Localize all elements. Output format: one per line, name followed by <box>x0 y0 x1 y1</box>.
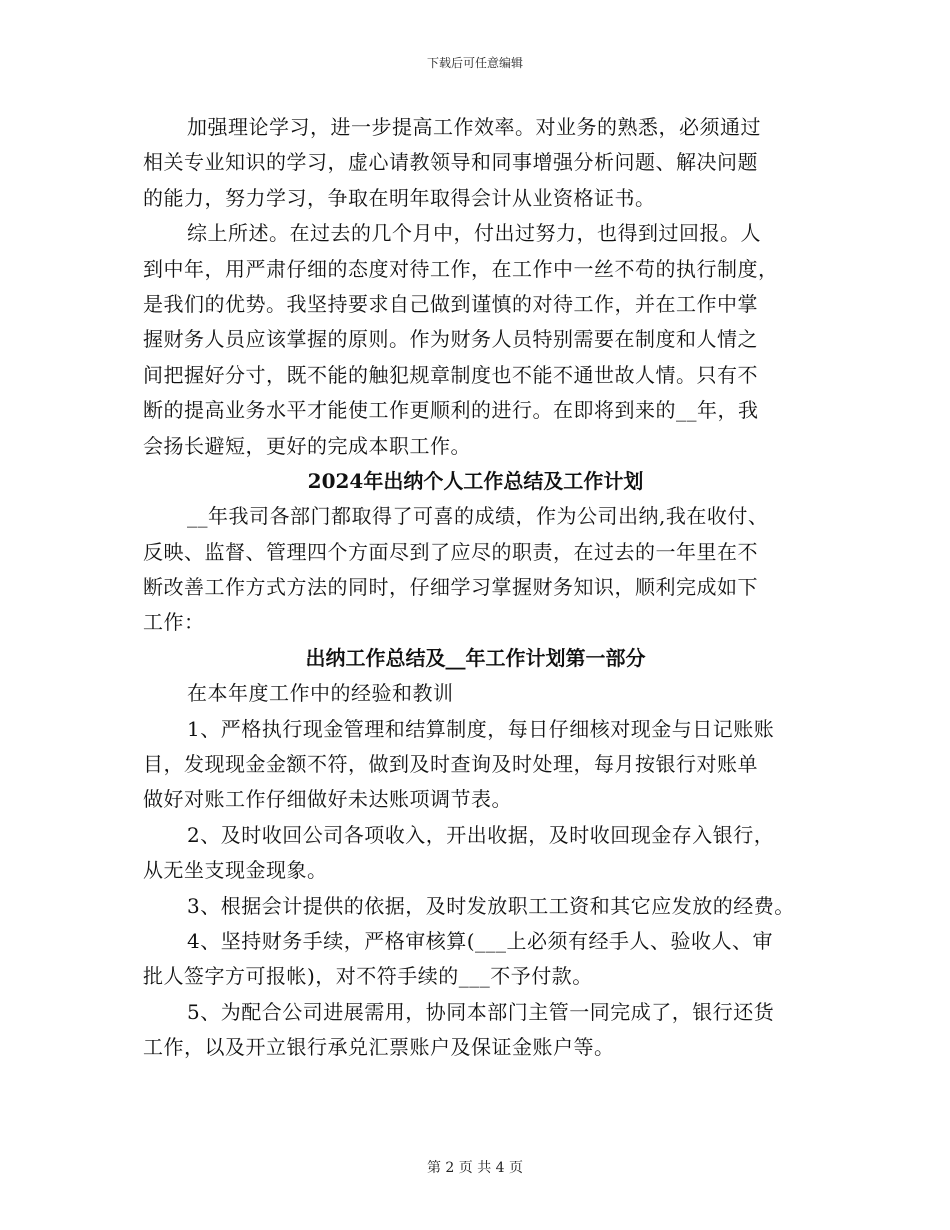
paragraph-line: 会扬长避短，更好的完成本职工作。 <box>143 433 471 458</box>
page-footer: 第 2 页 共 4 页 <box>426 1160 524 1176</box>
paragraph-line: 从无坐支现金现象。 <box>143 858 328 883</box>
paragraph-line: 工作，以及开立银行承兑汇票账户及保证金账户等。 <box>143 1035 615 1060</box>
page-header: 下载后可任意编辑 <box>426 56 523 70</box>
paragraph-line: 间把握好分寸，既不能的触犯规章制度也不能不通世故人情。只有不 <box>143 362 758 387</box>
paragraph-line: 加强理论学习，进一步提高工作效率。对业务的熟悉，必须通过 <box>187 115 761 139</box>
paragraph-line: 1、严格执行现金管理和结算制度，每日仔细核对现金与日记账账 <box>187 716 775 741</box>
paragraph-line: __年我司各部门都取得了可喜的成绩，作为公司出纳,我在收付、 <box>187 504 769 529</box>
document-body <box>143 110 808 1066</box>
paragraph-line: 到中年，用严肃仔细的态度对待工作，在工作中一丝不苟的执行制度， <box>143 256 779 281</box>
paragraph-line: 的能力，努力学习，争取在明年取得会计从业资格证书。 <box>143 185 656 210</box>
paragraph-line: 断的提高业务水平才能使工作更顺利的进行。在即将到来的__年，我 <box>143 398 759 423</box>
paragraph-line: 做好对账工作仔细做好未达账项调节表。 <box>143 787 512 812</box>
paragraph-line: 握财务人员应该掌握的原则。作为财务人员特别需要在制度和人情之 <box>143 327 758 352</box>
section-heading: 2024年出纳个人工作总结及工作计划 <box>307 468 644 493</box>
paragraph-line: 4、坚持财务手续，严格审核算(___上必须有经手人、验收人、审 <box>187 928 774 953</box>
paragraph-line: 2、及时收回公司各项收入，开出收据，及时收回现金存入银行， <box>187 822 775 847</box>
paragraph-line: 3、根据会计提供的依据，及时发放职工工资和其它应发放的经费。 <box>187 893 795 918</box>
paragraph-line: 5、为配合公司进展需用，协同本部门主管一同完成了，银行还货 <box>187 999 775 1024</box>
paragraph-line: 是我们的优势。我坚持要求自己做到谨慎的对待工作，并在工作中掌 <box>143 291 758 316</box>
paragraph-line: 相关专业知识的学习，虚心请教领导和同事增强分析问题、解决问题 <box>143 150 758 175</box>
paragraph-line: 断改善工作方式方法的同时，仔细学习掌握财务知识，顺利完成如下 <box>143 575 758 600</box>
paragraph-line: 目，发现现金金额不符，做到及时查询及时处理，每月按银行对账单 <box>143 752 758 777</box>
paragraph-line: 批人签字方可报帐)，对不符手续的___不予付款。 <box>143 964 593 989</box>
section-heading: 出纳工作总结及__年工作计划第一部分 <box>305 645 646 670</box>
paragraph-line: 工作： <box>143 610 205 635</box>
paragraph-line: 反映、监督、管理四个方面尽到了应尽的职责，在过去的一年里在不 <box>143 539 758 564</box>
paragraph-line: 在本年度工作中的经验和教训 <box>187 681 454 706</box>
paragraph-line: 综上所述。在过去的几个月中，付出过努力，也得到过回报。人 <box>187 221 761 246</box>
